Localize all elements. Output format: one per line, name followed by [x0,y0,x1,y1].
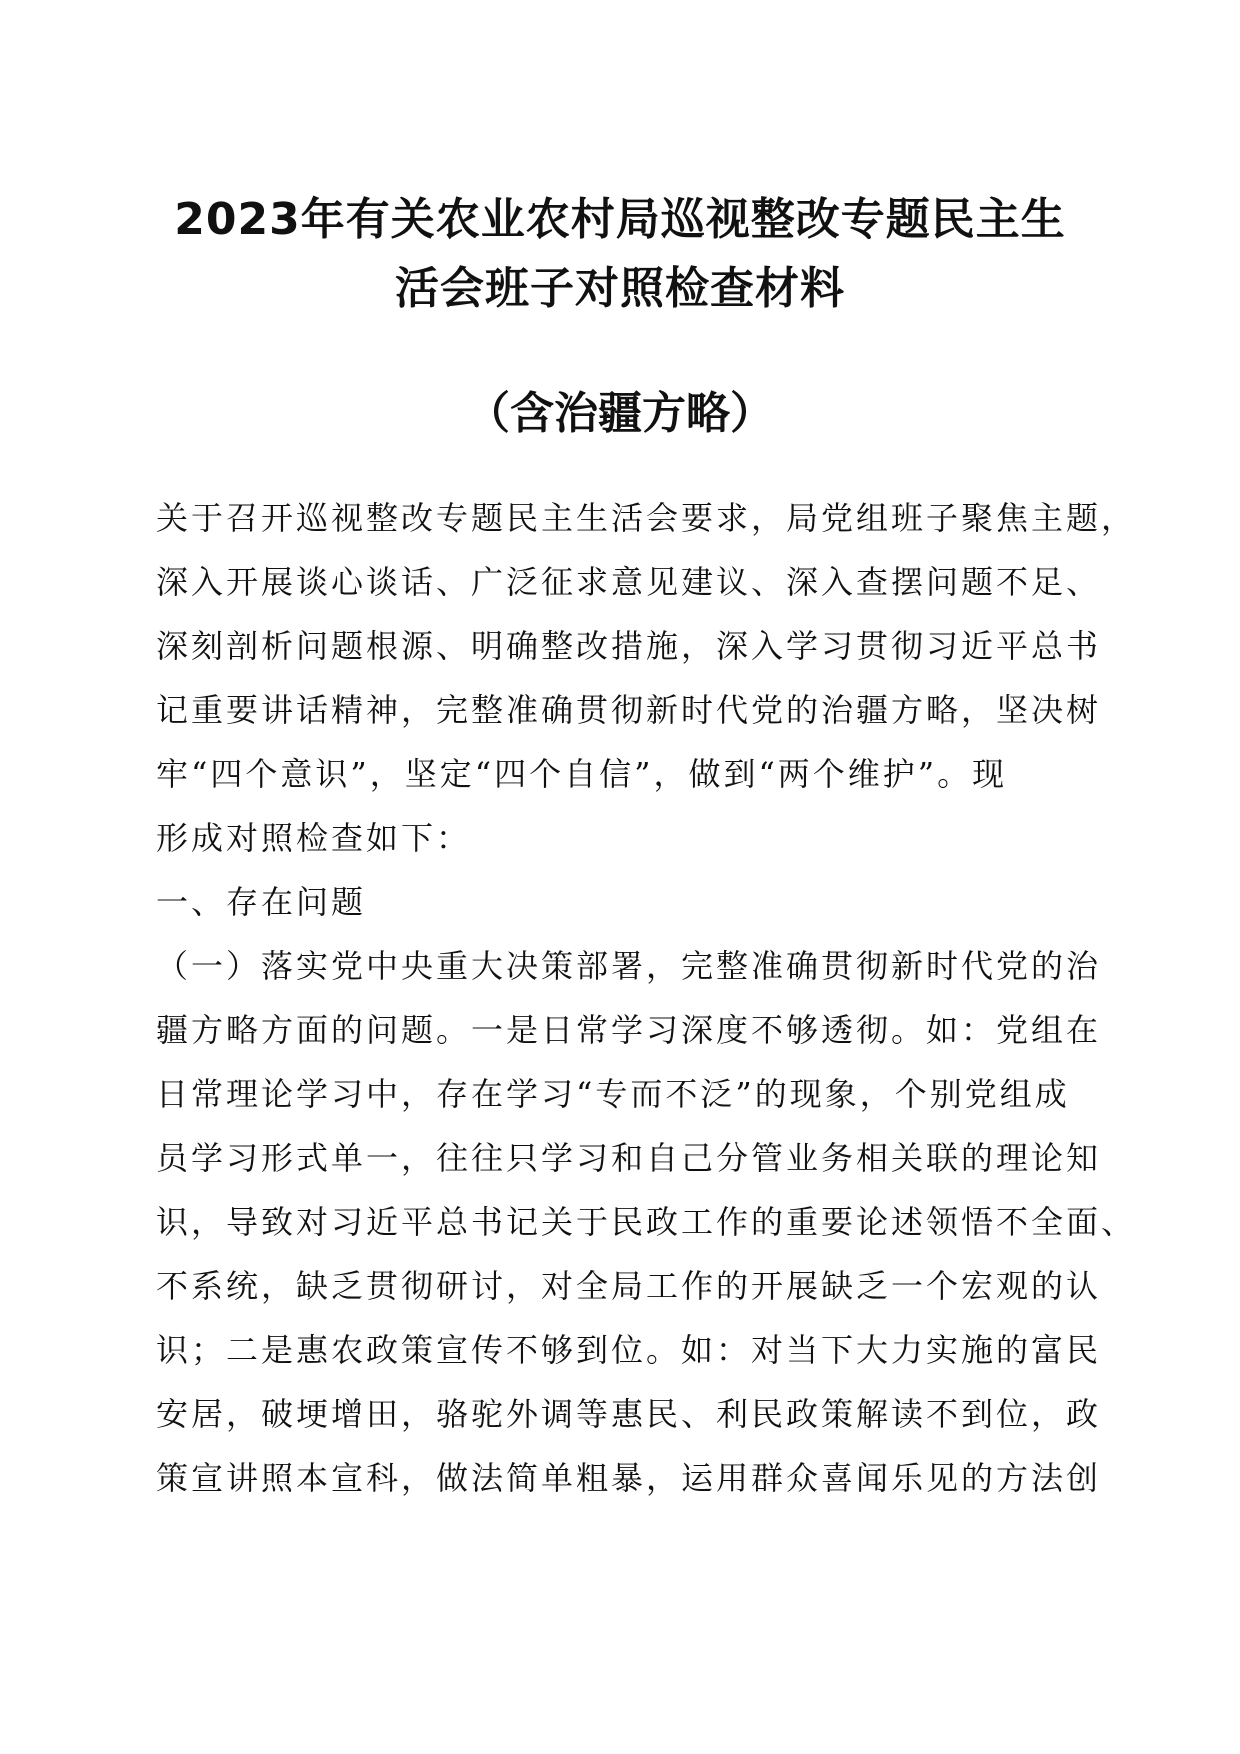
body-line: 员学习形式单一，往往只学习和自己分管业务相关联的理论知 [156,1139,1102,1177]
body-line: 深刻剖析问题根源、明确整改措施，深入学习贯彻习近平总书 [156,627,1102,665]
body-line: 牢“四个意识”，坚定“四个自信”，做到“两个维护”。现 [156,755,1008,793]
document-title-line-2: 活会班子对照检查材料 [395,263,845,314]
body-line: 安居，破埂增田，骆驼外调等惠民、利民政策解读不到位，政 [156,1395,1102,1433]
body-line: （一）落实党中央重大决策部署，完整准确贯彻新时代党的治 [156,947,1102,985]
document-subtitle: （含治疆方略） [466,388,774,439]
body-line: 深入开展谈心谈话、广泛征求意见建议、深入查摆问题不足、 [156,563,1102,601]
body-line: 关于召开巡视整改专题民主生活会要求，局党组班子聚焦主题， [156,499,1137,537]
document-title-line-1: 2023年有关农业农村局巡视整改专题民主生 [174,194,1066,245]
body-line: 疆方略方面的问题。一是日常学习深度不够透彻。如：党组在 [156,1011,1102,1049]
section-heading: 一、存在问题 [156,883,367,921]
body-line: 策宣讲照本宣科，做法简单粗暴，运用群众喜闻乐见的方法创 [156,1459,1102,1497]
document-body [156,486,1137,1510]
body-line: 日常理论学习中，存在学习“专而不泛”的现象，个别党组成 [156,1075,1070,1113]
body-line: 识；二是惠农政策宣传不够到位。如：对当下大力实施的富民 [156,1331,1102,1369]
body-line: 形成对照检查如下： [156,819,472,857]
body-line: 记重要讲话精神，完整准确贯彻新时代党的治疆方略，坚决树 [156,691,1102,729]
body-line: 不系统，缺乏贯彻研讨，对全局工作的开展缺乏一个宏观的认 [156,1267,1102,1305]
body-line: 识，导致对习近平总书记关于民政工作的重要论述领悟不全面、 [156,1203,1137,1241]
